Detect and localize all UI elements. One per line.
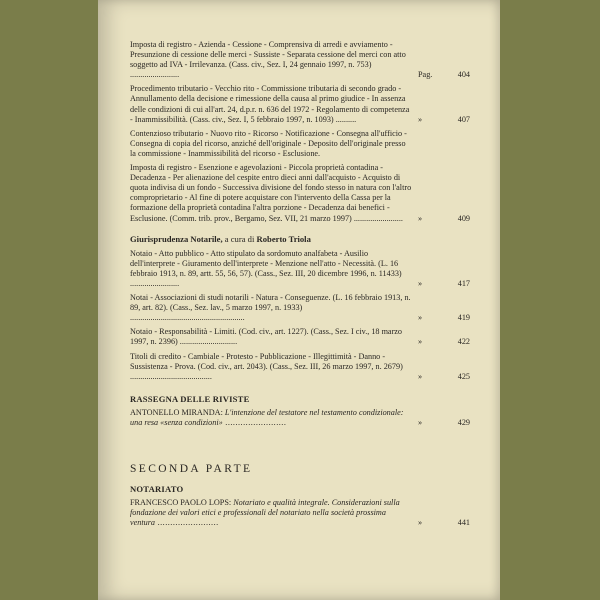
index-entry-ref — [412, 337, 470, 347]
index-entry-marker: » — [418, 114, 423, 124]
index-entry-text: Notaio - Responsabilità - Limiti. (Cod. civ., art. 1227). (Cass., Sez. I civ., 18 marzo 1997, n. 2396) ............................ — [130, 327, 403, 347]
index-content — [130, 40, 470, 533]
index-entry-text: Titoli di credito - Cambiale - Protesto - Pubblicazione - Illegittimità - Danno - Sussistenza - Prova. (Cod. civ., art. 2043). (Cass., Sez. III, 26 marzo 1997, n. 2679) ........................................ — [130, 351, 403, 381]
index-entry-marker: » — [418, 337, 423, 347]
notariato-author: FRANCESCO PAOLO LOPS: — [130, 498, 232, 508]
index-entry-page: 407 — [457, 114, 470, 124]
index-entry — [130, 293, 470, 323]
entries-top — [130, 40, 470, 224]
index-entry-text: Imposta di registro - Esenzione e agevolazioni - Piccola proprietà contadina - Decadenza - Per alienazione del cespite entro dieci anni dall'acquisto - Acquisto di quota indivisa di un fondo - Successiva divisione del fondo stesso in natura con l'altro comproprietario - Al fine di potere acquistare con l'intervento della Cassa per la formazione della proprietà contadina l'altra porzione - Decadenza dai benefici - Esclusione. (Comm. trib. prov., Bergamo, Sez. VII, 21 marzo 1997) ........................ — [130, 163, 412, 223]
index-entry-page: 417 — [457, 278, 470, 288]
index-entry-page: 419 — [457, 313, 470, 323]
index-entry — [130, 40, 470, 80]
index-entry-text: Contenzioso tributario - Nuovo rito - Ricorso - Notificazione - Consegna all'ufficio - Consegna di copia del ricorso, anziché dell'originale - Deposito dell'originale presso la commissione - Inammissibilità del ricorso - Esclusione. — [130, 128, 407, 158]
index-entry — [130, 129, 470, 159]
index-entry-ref — [412, 279, 470, 289]
index-entry-ref — [412, 313, 470, 323]
curator-prefix: a cura di — [224, 233, 255, 244]
giurisprudenza-title: Giurisprudenza Notarile, — [130, 233, 223, 244]
index-entry — [130, 163, 470, 224]
index-entry-page: 425 — [457, 371, 470, 381]
notariato-page: 441 — [457, 518, 470, 528]
curator-name: Roberto Triola — [256, 233, 311, 244]
index-entry — [130, 249, 470, 289]
rassegna-page: 429 — [457, 418, 470, 427]
rassegna-dots: ........................ — [222, 418, 287, 427]
index-entry-ref — [412, 214, 470, 224]
entries-notarile — [130, 249, 470, 382]
index-entry-page: 422 — [457, 337, 470, 347]
index-entry — [130, 327, 470, 347]
index-entry-page: 404 — [457, 70, 470, 80]
rassegna-author: ANTONELLO MIRANDA: — [130, 407, 223, 417]
index-entry — [130, 84, 470, 124]
notariato-ref — [412, 518, 470, 528]
notariato-entry — [130, 498, 470, 528]
rassegna-entry-text — [130, 408, 412, 428]
rassegna-heading: RASSEGNA DELLE RIVISTE — [130, 393, 250, 404]
index-entry-ref — [412, 372, 470, 382]
index-entry-text: Notai - Associazioni di studi notarili - Natura - Conseguenze. (L. 16 febbraio 1913, n. 89, art. 82). (Cass., Sez. lav., 5 marzo 1997, n. 1933) ........................................................ — [130, 293, 411, 323]
rassegna-work: L'intenzione del testatore nel testamento condizionale: una resa «senza condizioni» — [130, 407, 404, 427]
index-entry-ref — [412, 115, 470, 125]
notariato-marker: » — [418, 518, 423, 528]
seconda-parte-heading: SECONDA PARTE — [130, 463, 253, 476]
index-entry-text: Procedimento tributario - Vecchio rito - Commissione tributaria di secondo grado - Annullamento della decisione e rimessione della causa al primo giudice - In assenza delle condizioni di cui all'art. 24, d.p.r. n. 636 del 1972 - Regolamento di competenza - Inammissibilità. (Cass. civ., Sez. I, 5 febbraio 1997, n. 1093) .......... — [130, 84, 410, 124]
index-entry-marker: » — [418, 278, 423, 288]
index-entry-marker: » — [418, 313, 423, 323]
index-entry-page: 409 — [457, 213, 470, 223]
index-entry — [130, 352, 470, 382]
index-entry-marker: Pag. — [418, 70, 433, 80]
notariato-heading: NOTARIATO — [130, 484, 184, 495]
index-entry-ref — [412, 70, 470, 80]
giurisprudenza-heading — [130, 234, 470, 244]
rassegna-marker: » — [418, 418, 423, 427]
index-entry-marker: » — [418, 213, 423, 223]
notariato-dots: ........................ — [155, 518, 219, 528]
book-page — [98, 0, 500, 600]
notariato-entry-text — [130, 498, 412, 528]
index-entry-text: Imposta di registro - Azienda - Cessione - Comprensiva di arredi e avviamento - Presunzione di cessione delle merci - Sussiste - Separata cessione del merci con atto soggetto ad IVA - Irrilevanza. (Cass. civ., Sez. I, 24 gennaio 1997, n. 753) ........................ — [130, 40, 406, 80]
rassegna-ref — [412, 418, 470, 428]
notariato-work: Notariato e qualità integrale. Considerazioni sulla fondazione dei valori etici e professionali del notariato nella società prossima ventura — [130, 498, 400, 528]
index-entry-text: Notaio - Atto pubblico - Atto stipulato da sordomuto analfabeta - Ausilio dell'interprete - Giuramento dell'interprete - Menzione nell'atto - Necessità. (L. 16 febbraio 1913, n. 89, artt. 55, 56, 57). (Cass., Sez. III, 20 dicembre 1996, n. 11433) ........................ — [130, 248, 402, 288]
index-entry-marker: » — [418, 371, 423, 381]
rassegna-entry — [130, 408, 470, 428]
